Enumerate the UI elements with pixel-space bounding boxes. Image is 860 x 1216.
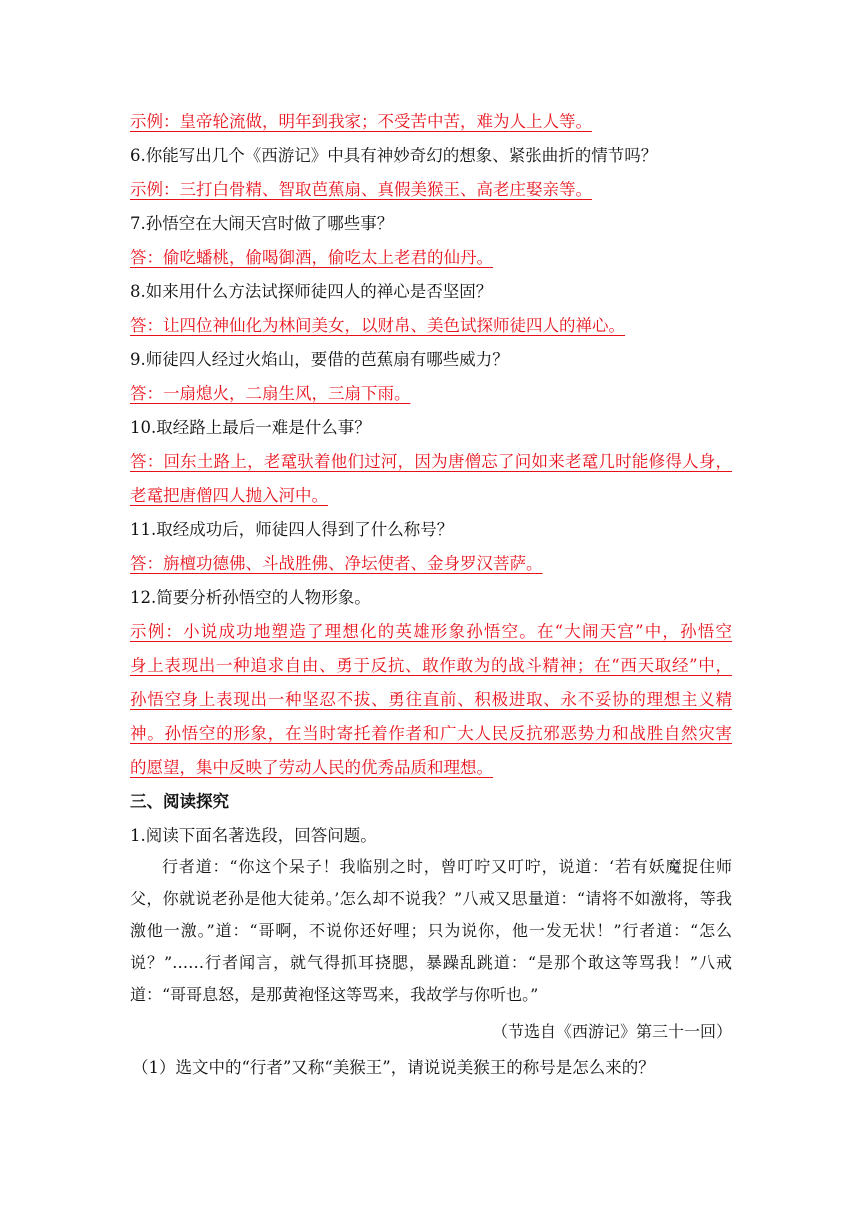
- excerpt-passage: [130, 851, 732, 1011]
- answer-5: 示例：皇帝轮流做，明年到我家；不受苦中苦，难为人上人等。: [130, 112, 592, 131]
- question-11: 11.取经成功后，师徒四人得到了什么称号？: [130, 520, 454, 539]
- question-10: 10.取经路上最后一难是什么事？: [130, 418, 371, 437]
- answer-12-line-2: 身上表现出一种追求自由、勇于反抗、敢作敢为的战斗精神；在“西天取经”中，: [130, 656, 732, 675]
- answer-10-line-1: 答：回东土路上，老鼋驮着他们过河，因为唐僧忘了问如来老鼋几时能修得人身，: [130, 452, 732, 471]
- answer-9: 答：一扇熄火，二扇生风，三扇下雨。: [130, 384, 411, 403]
- answer-12-line-1: 示例：小说成功地塑造了理想化的英雄形象孙悟空。在“大闹天宫”中，孙悟空: [130, 622, 732, 641]
- question-6: 6.你能写出几个《西游记》中具有神妙奇幻的想象、紧张曲折的情节吗？: [130, 146, 658, 165]
- answer-10-line-2: 老鼋把唐僧四人抛入河中。: [130, 486, 328, 505]
- question-8: 8.如来用什么方法试探师徒四人的禅心是否坚固？: [130, 282, 493, 301]
- question-9: 9.师徒四人经过火焰山，要借的芭蕉扇有哪些威力？: [130, 350, 509, 369]
- excerpt-text: 行者道：“你这个呆子！我临别之时，曾叮咛又叮咛，说道：‘若有妖魔捉住师父，你就说老孙是他大徒弟。’怎么却不说我？”八戒又思量道：“请将不如激将，等我激他一激。”道：“哥啊，不说你还好哩；只为说你，他一发无状！”行者道：“怎么说？”……行者闻言，就气得抓耳挠腮，暴躁乱跳道：“是那个敢这等骂我！”八戒道：“哥哥息怒，是那黄袍怪这等骂来，我故学与你听也。”: [130, 857, 732, 1004]
- answer-6: 示例：三打白骨精、智取芭蕉扇、真假美猴王、高老庄娶亲等。: [130, 180, 592, 199]
- answer-12-line-5: 的愿望，集中反映了劳动人民的优秀品质和理想。: [130, 758, 493, 777]
- answer-7: 答：偷吃蟠桃，偷喝御酒，偷吃太上老君的仙丹。: [130, 248, 493, 267]
- reading-question-1: 1.阅读下面名著选段，回答问题。: [130, 826, 377, 845]
- answer-12-line-3: 孙悟空身上表现出一种坚忍不拔、勇往直前、积极进取、永不妥协的理想主义精: [130, 690, 732, 709]
- excerpt-source: （节选自《西游记》第三十一回）: [491, 1022, 732, 1041]
- sub-question-1: （1）选文中的“行者”又称“美猴王”，请说说美猴王的称号是怎么来的？: [132, 1058, 655, 1077]
- question-7: 7.孙悟空在大闹天宫时做了哪些事？: [130, 214, 394, 233]
- answer-8: 答：让四位神仙化为林间美女，以财帛、美色试探师徒四人的禅心。: [130, 316, 625, 335]
- answer-12-line-4: 神。孙悟空的形象，在当时寄托着作者和广大人民反抗邪恶势力和战胜自然灾害: [130, 724, 732, 743]
- answer-11: 答：旃檀功德佛、斗战胜佛、净坛使者、金身罗汉菩萨。: [130, 554, 543, 573]
- question-12: 12.简要分析孙悟空的人物形象。: [130, 588, 371, 607]
- section-heading: 三、阅读探究: [130, 792, 229, 811]
